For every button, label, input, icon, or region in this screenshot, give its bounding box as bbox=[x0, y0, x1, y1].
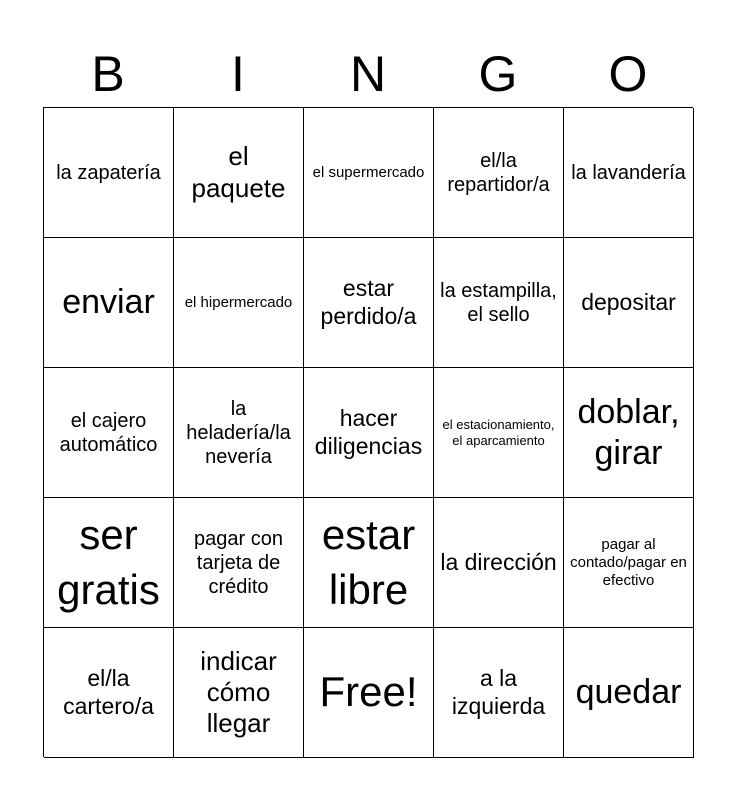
header-letter-o: O bbox=[608, 46, 648, 102]
bingo-cell[interactable]: pagar con tarjeta de crédito bbox=[174, 498, 304, 628]
bingo-cell[interactable]: la zapatería bbox=[44, 108, 174, 238]
bingo-cell[interactable]: el cajero automático bbox=[44, 368, 174, 498]
bingo-cell[interactable]: a la izquierda bbox=[434, 628, 564, 758]
bingo-cell[interactable]: indicar cómo llegar bbox=[174, 628, 304, 758]
header-letter-b: B bbox=[91, 46, 125, 102]
header-letter-g: G bbox=[478, 46, 518, 102]
bingo-cell[interactable]: el estacionamiento, el aparcamiento bbox=[434, 368, 564, 498]
bingo-cell[interactable]: el/la repartidor/a bbox=[434, 108, 564, 238]
header-letter-n: N bbox=[349, 46, 387, 102]
free-space-cell[interactable]: Free! bbox=[304, 628, 434, 758]
bingo-cell[interactable]: hacer diligencias bbox=[304, 368, 434, 498]
bingo-cell[interactable]: la lavandería bbox=[564, 108, 694, 238]
bingo-cell[interactable]: estar libre bbox=[304, 498, 434, 628]
bingo-cell[interactable]: estar perdido/a bbox=[304, 238, 434, 368]
bingo-cell[interactable]: el paquete bbox=[174, 108, 304, 238]
bingo-cell[interactable]: enviar bbox=[44, 238, 174, 368]
bingo-cell[interactable]: depositar bbox=[564, 238, 694, 368]
bingo-cell[interactable]: el hipermercado bbox=[174, 238, 304, 368]
bingo-cell[interactable]: quedar bbox=[564, 628, 694, 758]
bingo-cell[interactable]: el supermercado bbox=[304, 108, 434, 238]
bingo-header bbox=[43, 40, 693, 108]
bingo-cell[interactable]: la dirección bbox=[434, 498, 564, 628]
bingo-cell[interactable]: pagar al contado/pagar en efectivo bbox=[564, 498, 694, 628]
bingo-card-grid bbox=[43, 107, 693, 757]
bingo-cell[interactable]: doblar, girar bbox=[564, 368, 694, 498]
bingo-cell[interactable]: ser gratis bbox=[44, 498, 174, 628]
bingo-cell[interactable]: la heladería/la nevería bbox=[174, 368, 304, 498]
header-letter-i: I bbox=[231, 46, 245, 102]
bingo-cell[interactable]: el/la cartero/a bbox=[44, 628, 174, 758]
bingo-cell[interactable]: la estampilla, el sello bbox=[434, 238, 564, 368]
